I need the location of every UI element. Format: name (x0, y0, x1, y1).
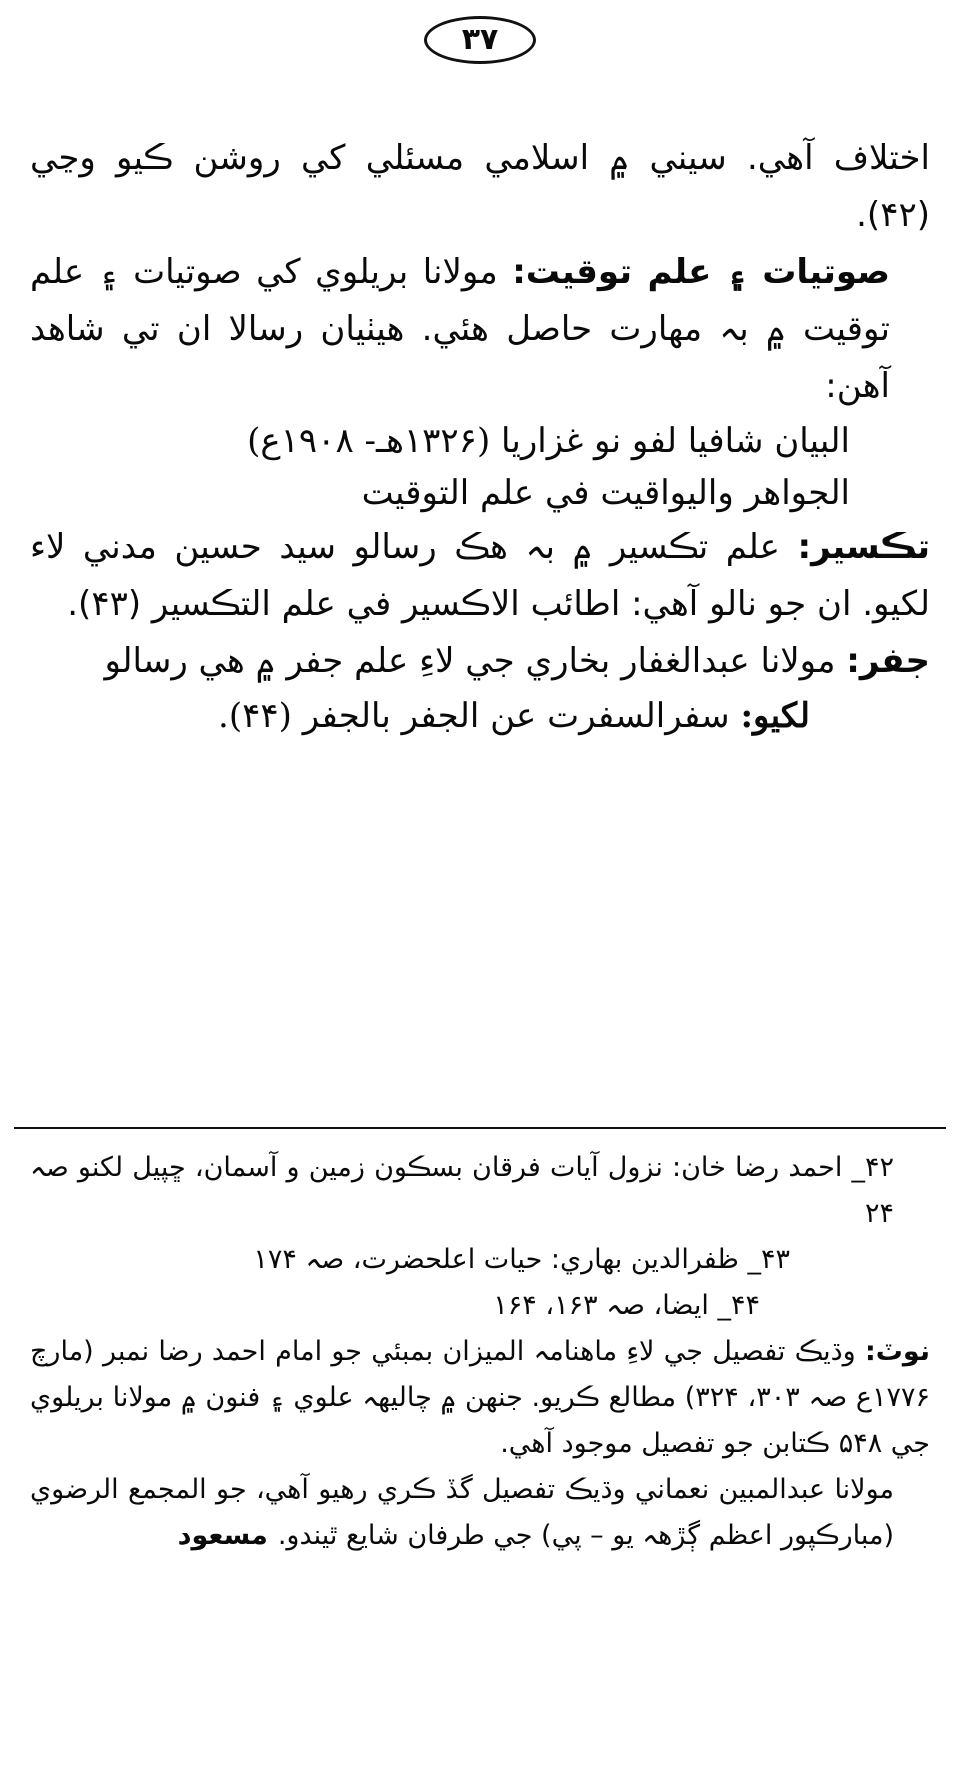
book-title-1: البيان شافيا لفو نو غزاريا (۱۳۲۶هـ- ۱۹۰۸ع) (247, 421, 850, 461)
note-2-text: مولانا عبدالمبين نعماني وڌيڪ تفصيل گڏ ڪري رهيو آهي، جو المجمع الرضوي (مبارڪپور اعظم ڳڙهہ يو – پي) جي طرفان شايع ٿيندو. (30, 1474, 894, 1551)
paragraph-jafar (30, 633, 930, 690)
paragraph-taksir (30, 519, 930, 633)
heading-taksir: تڪسير: (797, 527, 930, 567)
text-taksir: علم تڪسير ۾ بہ هڪ رسالو سيد حسين مدني لاء لکيو. ان جو نالو آهي: اطائب الاڪسير في علم التڪسير (۴۳). (30, 527, 930, 624)
footnote-43: ۴۳_ ظفرالدين بهاري: حيات اعلحضرت، صہ ۱۷۴ (253, 1244, 790, 1275)
heading-jafar: جفر: (846, 641, 930, 681)
heading-likhyo: لکيو: (740, 696, 810, 736)
page-number: ۳۷ (424, 16, 536, 64)
text-jafar: مولانا عبدالغفار بخاري جي لاءِ علم جفر ۾ هي رسالو (104, 641, 836, 681)
footnote-44: ۴۴_ ايضا، صہ ۱۶۳، ۱۶۴ (493, 1290, 760, 1321)
footnote-note (30, 1329, 930, 1467)
main-text (30, 130, 930, 742)
note-label: نوٽ: (865, 1336, 930, 1367)
note-text: وڌيڪ تفصيل جي لاءِ ماهنامہ الميزان بمبئي جو امام احمد رضا نمبر (مارچ ۱۷۷۶ع صہ ۳۰۳، ۳۲۴) مطالع ڪريو. جنهن ۾ چاليهہ علوي ۽ فنون ۾ مولانا بريلوي جي ۵۴۸ ڪتابن جو تفصيل موجود آهي. (30, 1336, 931, 1459)
paragraph-likhyo (30, 690, 930, 742)
footnotes (30, 1145, 930, 1559)
footnote-divider (14, 1127, 946, 1129)
heading-timing: صوتيات ۽ علم توقيت: (512, 252, 891, 292)
book-title-2: الجواهر واليواقيت في علم التوقيت (361, 473, 850, 513)
paragraph-timing (30, 244, 930, 415)
text-likhyo: سفرالسفرت عن الجفر بالجفر (۴۴). (218, 696, 730, 736)
paragraph-intro: اختلاف آهي. سيني ۾ اسلامي مسئلي کي روشن ڪيو وڃي (۴۲). (30, 138, 930, 235)
footnote-note-2 (30, 1467, 930, 1559)
text-timing: مولانا بريلوي کي صوتيات ۽ علم توقيت ۾ بہ مهارت حاصل هئي. هيٺيان رسالا ان تي شاهد آهن: (30, 252, 890, 406)
signature: مسعود (177, 1520, 268, 1551)
footnote-42: ۴۲_ احمد رضا خان: نزول آيات فرقان بسڪون زمين و آسمان، ڇپيل لکنو صہ ۲۴ (30, 1152, 894, 1229)
